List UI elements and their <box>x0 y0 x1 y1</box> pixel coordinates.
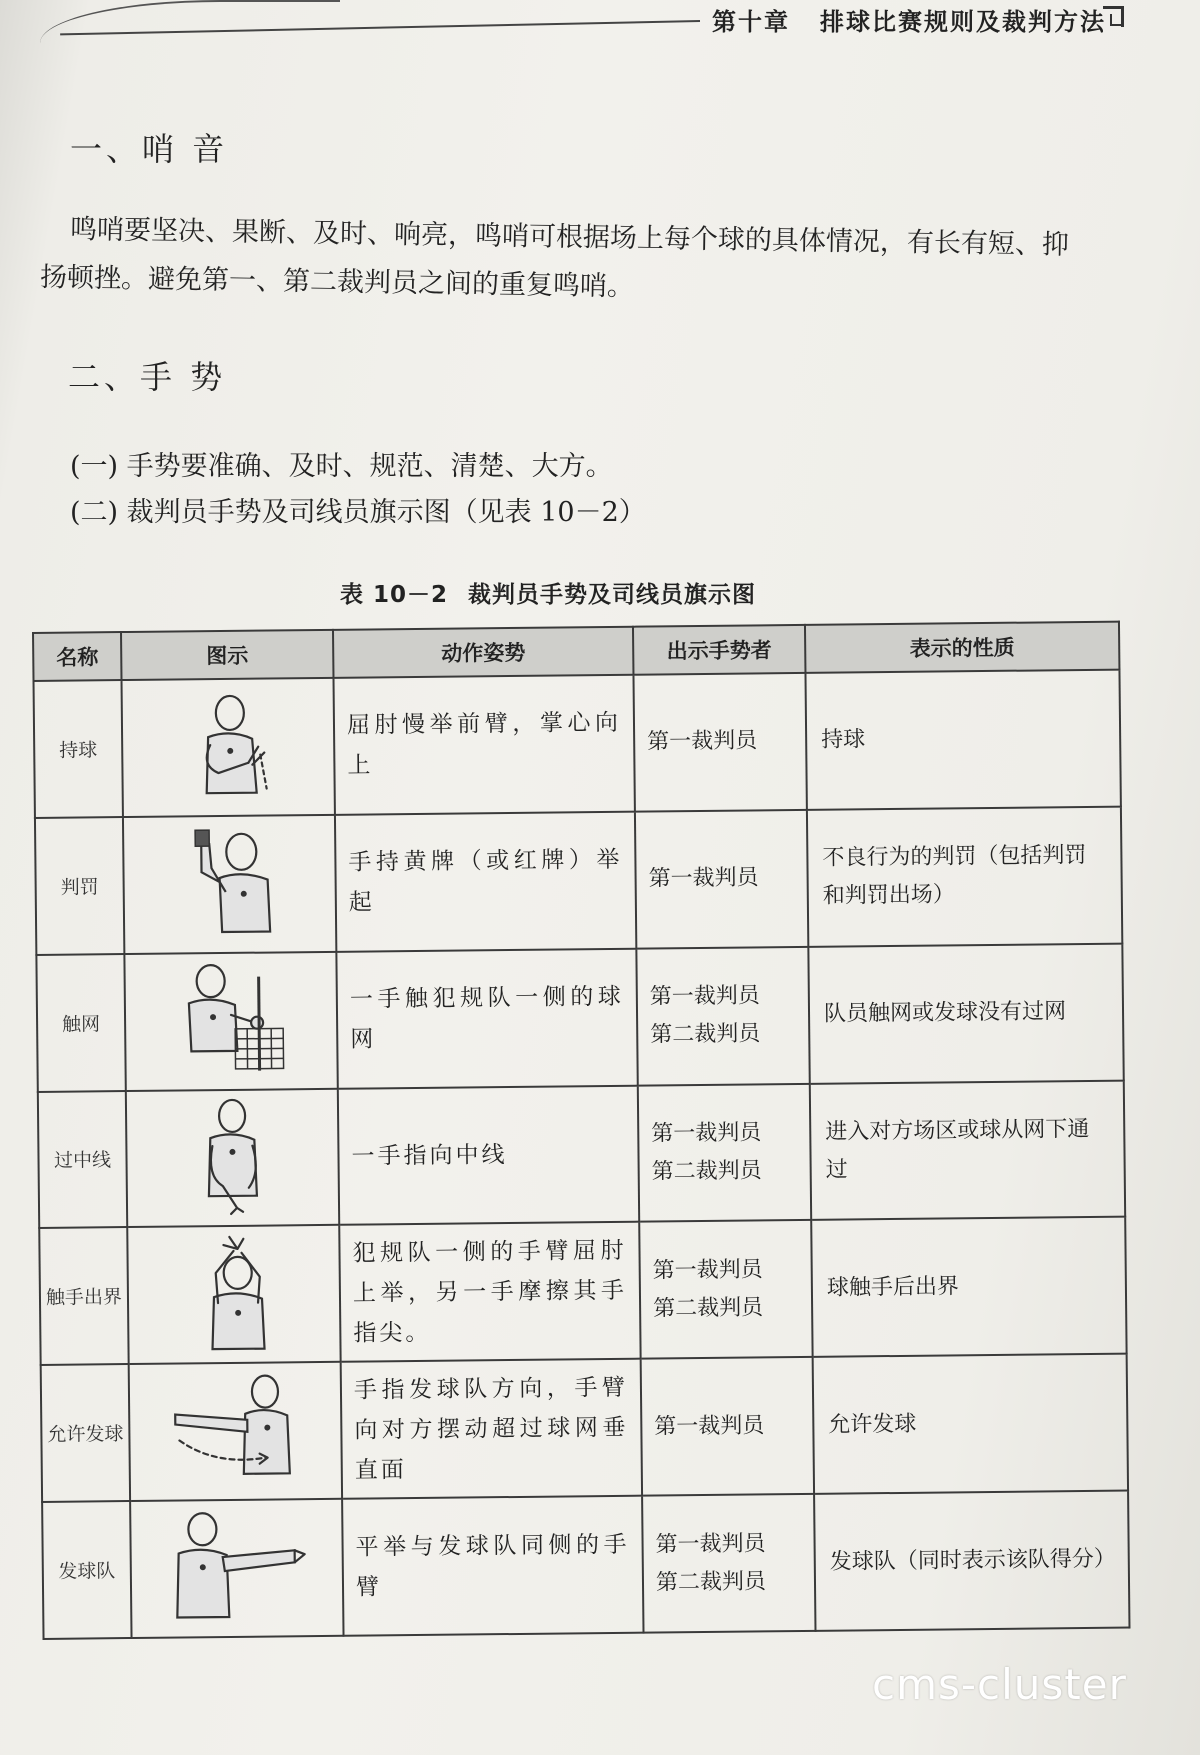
gesture-shown-by <box>636 947 809 1086</box>
gesture-meaning: 不良行为的判罚（包括判罚和判罚出场） <box>807 806 1122 946</box>
referee-role: 第一裁判员 <box>654 1413 765 1440</box>
running-header <box>712 2 1106 37</box>
referee-role: 第二裁判员 <box>652 1295 764 1322</box>
gesture-meaning: 持球 <box>805 670 1120 810</box>
referee-role: 第一裁判员 <box>649 983 760 1010</box>
gesture-action: 手指发球队方向，手臂向对方摆动超过球网垂直面 <box>341 1359 642 1499</box>
header-figure: 图示 <box>121 630 333 680</box>
referee-role: 第一裁判员 <box>648 865 759 892</box>
gesture-item-1: (一) 手势要准确、及时、规范、清楚、大方。 <box>70 451 613 482</box>
chapter-title: 排球比赛规则及裁判方法 <box>820 8 1106 36</box>
chapter-number: 第十章 <box>712 8 790 36</box>
gesture-name: 触手出界 <box>39 1227 128 1365</box>
gesture-shown-by <box>642 1494 815 1633</box>
referee-role: 第一裁判员 <box>651 1120 762 1147</box>
referee-gesture-table <box>32 621 1130 1640</box>
gesture-action: 犯规队一侧的手臂屈肘上举，另一手摩擦其手指尖。 <box>339 1222 640 1362</box>
gesture-meaning: 队员触网或发球没有过网 <box>808 943 1123 1083</box>
gesture-figure <box>126 1088 339 1227</box>
header-who: 出示手势者 <box>633 625 805 675</box>
gesture-action: 屈肘慢举前臂，掌心向上 <box>333 675 634 815</box>
referee-role: 第一裁判员 <box>652 1257 763 1284</box>
referee-authorize-serve-figure-icon <box>155 1369 316 1491</box>
header-decoration <box>40 0 340 72</box>
gesture-action: 平举与发球队同侧的手臂 <box>342 1496 643 1636</box>
table-row <box>34 670 1121 818</box>
referee-card-figure-icon <box>149 821 310 943</box>
gesture-figure <box>124 952 337 1091</box>
gesture-action: 一手指向中线 <box>338 1085 639 1225</box>
gesture-action: 一手触犯规队一侧的球网 <box>336 948 637 1088</box>
gesture-name: 发球队 <box>42 1501 131 1639</box>
table-row <box>42 1491 1129 1639</box>
referee-role: 第二裁判员 <box>655 1568 767 1596</box>
header-action: 动作姿势 <box>333 627 633 678</box>
gesture-shown-by <box>633 673 806 812</box>
gesture-shown-by <box>635 810 808 949</box>
referee-palm-up-figure-icon <box>148 685 309 807</box>
referee-touch-fingertips-figure-icon <box>153 1232 314 1354</box>
gesture-meaning: 进入对方场区或球从网下通过 <box>810 1080 1125 1220</box>
gesture-shown-by <box>638 1083 811 1222</box>
gesture-item-2: (二) 裁判员手势及司线员旗示图（见表 10－2） <box>70 497 646 528</box>
table-row <box>38 1080 1125 1228</box>
referee-role: 第二裁判员 <box>651 1158 762 1185</box>
gesture-name: 过中线 <box>38 1091 127 1229</box>
table-row <box>39 1217 1126 1365</box>
gesture-name: 触网 <box>36 954 125 1092</box>
gesture-figure <box>129 1362 342 1501</box>
gesture-figure <box>127 1225 340 1364</box>
section-heading-gesture: 二、手 势 <box>68 358 227 396</box>
table-row <box>41 1354 1128 1502</box>
referee-role: 第一裁判员 <box>655 1530 766 1558</box>
gesture-figure <box>130 1499 343 1638</box>
gesture-action: 手持黄牌（或红牌）举起 <box>335 812 636 952</box>
whistle-paragraph-line-2: 扬顿挫。避免第一、第二裁判员之间的重复鸣哨。 <box>39 262 635 303</box>
gesture-figure <box>123 815 336 954</box>
chapter-mark-icon <box>1110 14 1122 26</box>
referee-role: 第二裁判员 <box>650 1021 761 1048</box>
table-row <box>35 806 1122 954</box>
referee-point-centerline-figure-icon <box>152 1095 313 1217</box>
whistle-paragraph-line-1: 鸣哨要坚决、果断、及时、响亮，鸣哨可根据场上每个球的具体情况，有长有短、抑 <box>69 214 1070 261</box>
table-caption-number: 表 10－2 <box>340 582 449 608</box>
referee-role: 第一裁判员 <box>647 728 758 755</box>
gesture-meaning: 球触手后出界 <box>811 1217 1126 1357</box>
table-row <box>36 943 1123 1091</box>
referee-touch-net-figure-icon <box>150 958 311 1080</box>
gesture-figure <box>122 678 335 817</box>
gesture-shown-by <box>641 1357 814 1496</box>
gesture-meaning: 允许发球 <box>813 1354 1128 1494</box>
gesture-shown-by <box>639 1220 812 1359</box>
table-caption-title: 裁判员手势及司线员旗示图 <box>468 582 757 608</box>
gesture-name: 判罚 <box>35 817 124 955</box>
header-name: 名称 <box>33 632 121 681</box>
section-heading-whistle: 一、哨 音 <box>70 130 229 168</box>
gesture-name: 允许发球 <box>41 1364 130 1502</box>
header-meaning: 表示的性质 <box>805 622 1119 673</box>
referee-serving-team-figure-icon <box>156 1506 317 1628</box>
table-caption <box>340 576 756 609</box>
gesture-meaning: 发球队（同时表示该队得分） <box>814 1491 1129 1631</box>
watermark: cms-cluster <box>872 1660 1127 1709</box>
gesture-name: 持球 <box>34 680 123 818</box>
